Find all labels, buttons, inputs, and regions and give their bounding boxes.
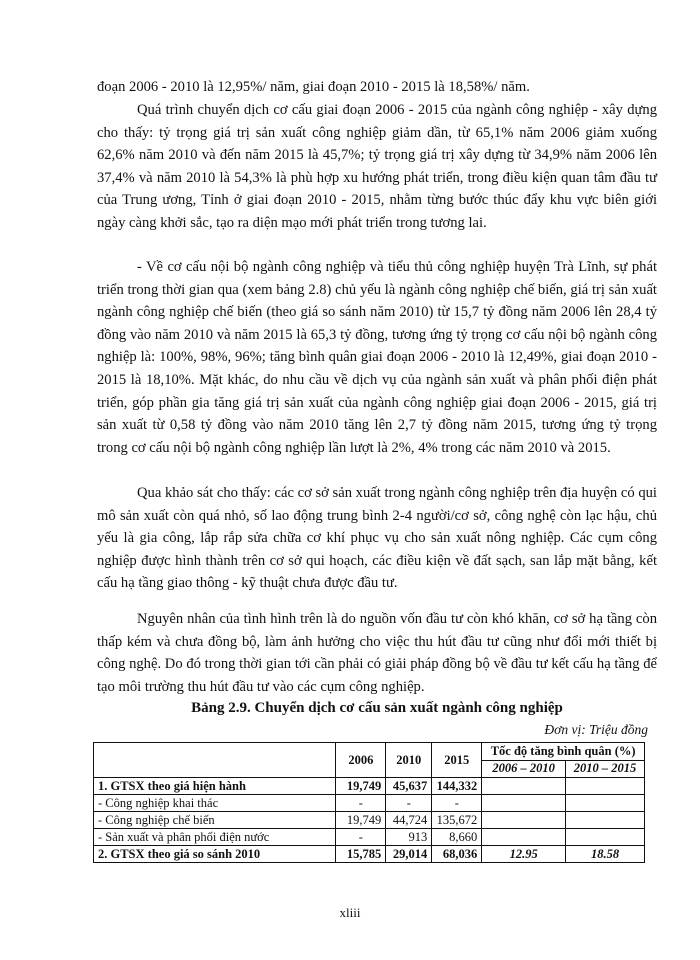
header-growth: Tốc độ tăng bình quân (%) <box>482 743 645 761</box>
cell-growth-1 <box>482 812 566 829</box>
paragraph-survey: Qua khảo sát cho thấy: các cơ sở sản xuất trong ngành công nghiệp trên địa huyện có qui mô sản xuất còn quá nhỏ, số lao động trung bình 2-4 người/cơ sở, công nghệ còn lạc hậu, chủ yếu là gia công, lắp rắp sửa chữa cơ khí phục vụ cho sản xuất nông nghiệp. Các cụm công nghiệp được hình thành trên cơ sở qui hoạch, các điều kiện về đất sạch, san lắp mặt bằng, kết cấu hạ tầng giao thông - kỹ thuật chưa được đầu tư. <box>97 485 657 592</box>
header-year-2006: 2006 <box>336 743 386 778</box>
cell-2010: 44,724 <box>386 812 432 829</box>
cell-2015: 135,672 <box>432 812 482 829</box>
row-label: 1. GTSX theo giá hiện hành <box>94 778 336 795</box>
table-title: Bảng 2.9. Chuyển dịch cơ cấu sản xuất ngành công nghiệp <box>191 700 563 716</box>
cell-2006: 19,749 <box>336 812 386 829</box>
cell-2006: 15,785 <box>336 846 386 863</box>
row-label: - Công nghiệp khai thác <box>94 795 336 812</box>
header-period-1: 2006 – 2010 <box>482 760 566 778</box>
row-label: - Sản xuất và phân phối điện nước <box>94 829 336 846</box>
cell-2010: - <box>386 795 432 812</box>
row-label: - Công nghiệp chế biến <box>94 812 336 829</box>
table-row <box>94 795 645 812</box>
table-row <box>94 778 645 795</box>
cell-growth-2: 18.58 <box>566 846 645 863</box>
cell-growth-2 <box>566 795 645 812</box>
paragraph-internal-structure: - Về cơ cấu nội bộ ngành công nghiệp và tiểu thủ công nghiệp huyện Trà Lĩnh, sự phát triển trong thời gian qua (xem bảng 2.8) chủ yếu là ngành công nghiệp chế biến, giá trị sản xuất ngành công nghiệp chế biến (theo giá so sánh năm 2010) từ 15,7 tỷ đồng năm 2006 lên 28,4 tỷ đồng vào năm 2010 và năm 2015 là 65,3 tỷ đồng, tương ứng tỷ trọng cơ cấu nội bộ ngành công nghiệp là: 100%, 98%, 96%; tăng bình quân giai đoạn 2006 - 2010 là 12,49%, giai đoạn 2010 - 2015 là 18,10%. Mặt khác, do nhu cầu về dịch vụ của ngành sản xuất và phân phối điện phát triển, góp phần gia tăng giá trị sản xuất của ngành công nghiệp giai đoạn 2006 - 2015, giá trị sản xuất từ 0,58 tỷ đồng vào năm 2010 tăng lên 2,7 tỷ đồng năm 2015, tương ứng tỷ trọng trong cơ cấu nội bộ ngành công nghiệp lần lượt là 2%, 4% trong các năm 2010 và 2015. <box>97 259 657 456</box>
cell-2015: 68,036 <box>432 846 482 863</box>
cell-2006: - <box>336 829 386 846</box>
cell-growth-1: 12.95 <box>482 846 566 863</box>
cell-2006: - <box>336 795 386 812</box>
header-period-2: 2010 – 2015 <box>566 760 645 778</box>
paragraph-continuation: đoạn 2006 - 2010 là 12,95%/ năm, giai đoạn 2010 - 2015 là 18,58%/ năm. <box>97 79 530 95</box>
paragraph-restructuring: Quá trình chuyển dịch cơ cấu giai đoạn 2006 - 2015 của ngành công nghiệp - xây dựng cho thấy: tỷ trọng giá trị sản xuất công nghiệp giảm dần, từ 65,1% năm 2006 giảm xuống 62,6% năm 2010 và đến năm 2015 là 45,7%; tỷ trọng giá trị xây dựng từ 34,9% năm 2006 lên 37,4% và năm 2010 là 54,3% là phù hợp xu hướng phát triển, trong điều kiện quan tâm đầu tư của Trung ương, Tỉnh ở giai đoạn 2010 - 2015, nhằm từng bước thúc đẩy khu vực biên giới ngày càng khởi sắc, tạo ra diện mạo mới phát triển trong tương lai. <box>97 102 657 231</box>
cell-2015: 8,660 <box>432 829 482 846</box>
cell-2010: 913 <box>386 829 432 846</box>
header-year-2015: 2015 <box>432 743 482 778</box>
cell-2015: 144,332 <box>432 778 482 795</box>
cell-2010: 29,014 <box>386 846 432 863</box>
cell-2006: 19,749 <box>336 778 386 795</box>
table-row <box>94 846 645 863</box>
cell-growth-1 <box>482 829 566 846</box>
data-table <box>93 742 645 863</box>
cell-growth-2 <box>566 829 645 846</box>
table-row <box>94 812 645 829</box>
paragraph-cause: Nguyên nhân của tình hình trên là do nguồn vốn đầu tư còn khó khăn, cơ sở hạ tầng còn thấp kém và chưa đồng bộ, làm ảnh hưởng cho việc thu hút đầu tư cũng như đổi mới thiết bị công nghệ. Do đó trong thời gian tới cần phải có giải pháp đồng bộ về đầu tư kết cấu hạ tầng để tạo môi trường thu hút đầu tư vào các cụm công nghiệp. <box>97 611 657 695</box>
table-row <box>94 829 645 846</box>
cell-growth-1 <box>482 778 566 795</box>
header-year-2010: 2010 <box>386 743 432 778</box>
cell-growth-2 <box>566 812 645 829</box>
table-header-row <box>94 743 645 761</box>
page-number: xliii <box>339 905 361 920</box>
table-unit: Đơn vị: Triệu đồng <box>544 722 648 737</box>
cell-growth-2 <box>566 778 645 795</box>
cell-2010: 45,637 <box>386 778 432 795</box>
cell-growth-1 <box>482 795 566 812</box>
row-label: 2. GTSX theo giá so sánh 2010 <box>94 846 336 863</box>
header-empty-cell <box>94 743 336 778</box>
cell-2015: - <box>432 795 482 812</box>
